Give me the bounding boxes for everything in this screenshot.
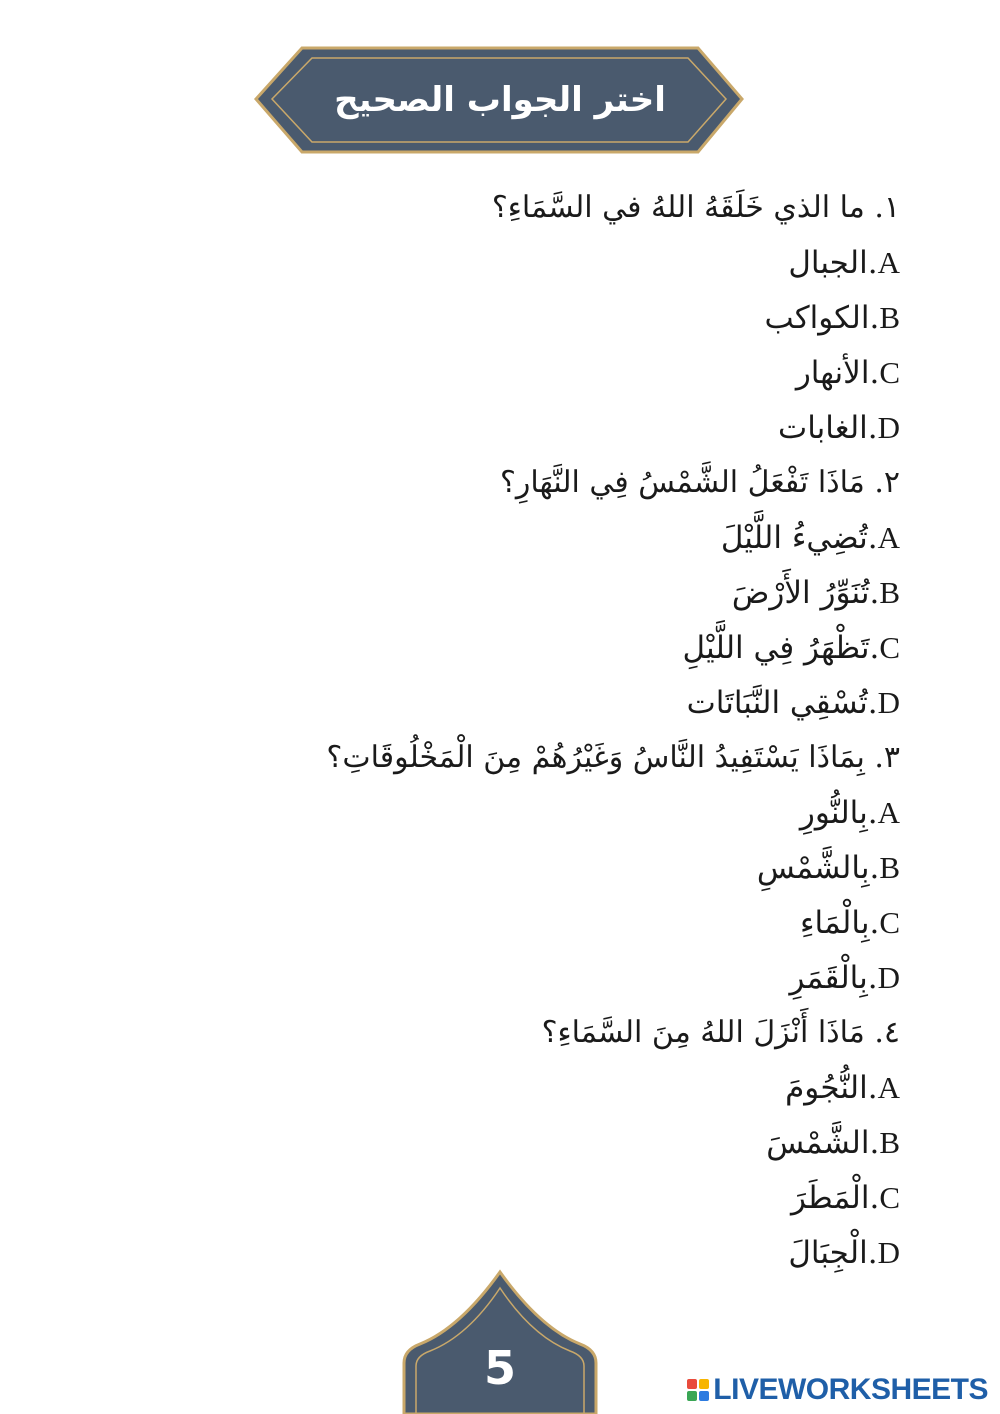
option-letter: B — [879, 300, 900, 335]
title-banner — [0, 0, 1000, 170]
liveworksheets-logo-icon — [687, 1379, 709, 1401]
question-4: ٤. مَاذَا أَنْزَلَ اللهُ مِنَ السَّمَاءِ؟ — [541, 1015, 900, 1050]
option-1d[interactable]: D.الغابات — [778, 410, 900, 446]
option-1c[interactable]: C.الأنهار — [795, 355, 900, 391]
option-text: بِالْمَاءِ — [799, 905, 870, 941]
option-3a[interactable]: A.بِالنُّورِ — [799, 795, 900, 831]
option-2a[interactable]: A.تُضِيءُ اللَّيْلَ — [720, 520, 900, 556]
option-letter: C — [879, 355, 900, 390]
option-text: الشَّمْسَ — [766, 1125, 870, 1161]
option-letter: A — [877, 520, 900, 555]
option-text: تَظْهَرُ فِي اللَّيْلِ — [682, 630, 870, 666]
option-letter: B — [879, 850, 900, 885]
option-3b[interactable]: B.بِالشَّمْسِ — [756, 850, 900, 886]
option-4c[interactable]: C.الْمَطَرَ — [790, 1180, 900, 1216]
brand-name: LIVEWORKSHEETS — [713, 1373, 988, 1406]
option-letter: D — [877, 1235, 900, 1270]
option-text: الجبال — [788, 245, 868, 281]
question-3: ٣. بِمَاذَا يَسْتَفِيدُ النَّاسُ وَغَيْرُهُمْ مِنَ الْمَخْلُوقَاتِ؟ — [326, 740, 900, 775]
option-letter: D — [877, 960, 900, 995]
option-letter: D — [877, 410, 900, 445]
option-text: الكواكب — [764, 300, 870, 336]
option-text: تُسْقِي النَّبَاتَات — [686, 685, 868, 721]
option-text: تُنَوِّرُ الأَرْضَ — [731, 575, 870, 611]
option-text: تُضِيءُ اللَّيْلَ — [720, 520, 868, 556]
option-1b[interactable]: B.الكواكب — [764, 300, 900, 336]
option-letter: B — [879, 575, 900, 610]
option-2b[interactable]: B.تُنَوِّرُ الأَرْضَ — [731, 575, 900, 611]
option-text: بِالشَّمْسِ — [756, 850, 870, 886]
option-text: الغابات — [778, 410, 868, 446]
liveworksheets-brand[interactable] — [687, 1370, 988, 1410]
option-letter: A — [877, 1070, 900, 1105]
option-letter: A — [877, 795, 900, 830]
option-text: بِالنُّورِ — [799, 795, 868, 831]
option-text: الْمَطَرَ — [790, 1180, 870, 1216]
option-4d[interactable]: D.الْجِبَالَ — [788, 1235, 900, 1271]
question-1: ١. ما الذي خَلَقَهُ اللهُ في السَّمَاءِ؟ — [491, 190, 900, 225]
question-2: ٢. مَاذَا تَفْعَلُ الشَّمْسُ فِي النَّهَارِ؟ — [499, 465, 900, 500]
quiz-list — [100, 180, 900, 1280]
option-text: بِالْقَمَرِ — [789, 960, 868, 996]
option-letter: A — [877, 245, 900, 280]
option-2d[interactable]: D.تُسْقِي النَّبَاتَات — [686, 685, 900, 721]
option-letter: D — [877, 685, 900, 720]
option-letter: C — [879, 630, 900, 665]
option-4b[interactable]: B.الشَّمْسَ — [766, 1125, 900, 1161]
option-4a[interactable]: A.النُّجُومَ — [785, 1070, 900, 1106]
option-letter: C — [879, 905, 900, 940]
page-number-badge — [400, 1268, 600, 1414]
option-text: الْجِبَالَ — [788, 1235, 868, 1271]
option-3d[interactable]: D.بِالْقَمَرِ — [789, 960, 900, 996]
option-3c[interactable]: C.بِالْمَاءِ — [799, 905, 900, 941]
option-letter: B — [879, 1125, 900, 1160]
option-1a[interactable]: A.الجبال — [788, 245, 900, 281]
option-letter: C — [879, 1180, 900, 1215]
option-text: الأنهار — [795, 355, 870, 391]
page-title: اختر الجواب الصحيح — [334, 80, 666, 120]
option-2c[interactable]: C.تَظْهَرُ فِي اللَّيْلِ — [682, 630, 900, 666]
option-text: النُّجُومَ — [785, 1070, 868, 1106]
page-number: 5 — [483, 1341, 516, 1395]
